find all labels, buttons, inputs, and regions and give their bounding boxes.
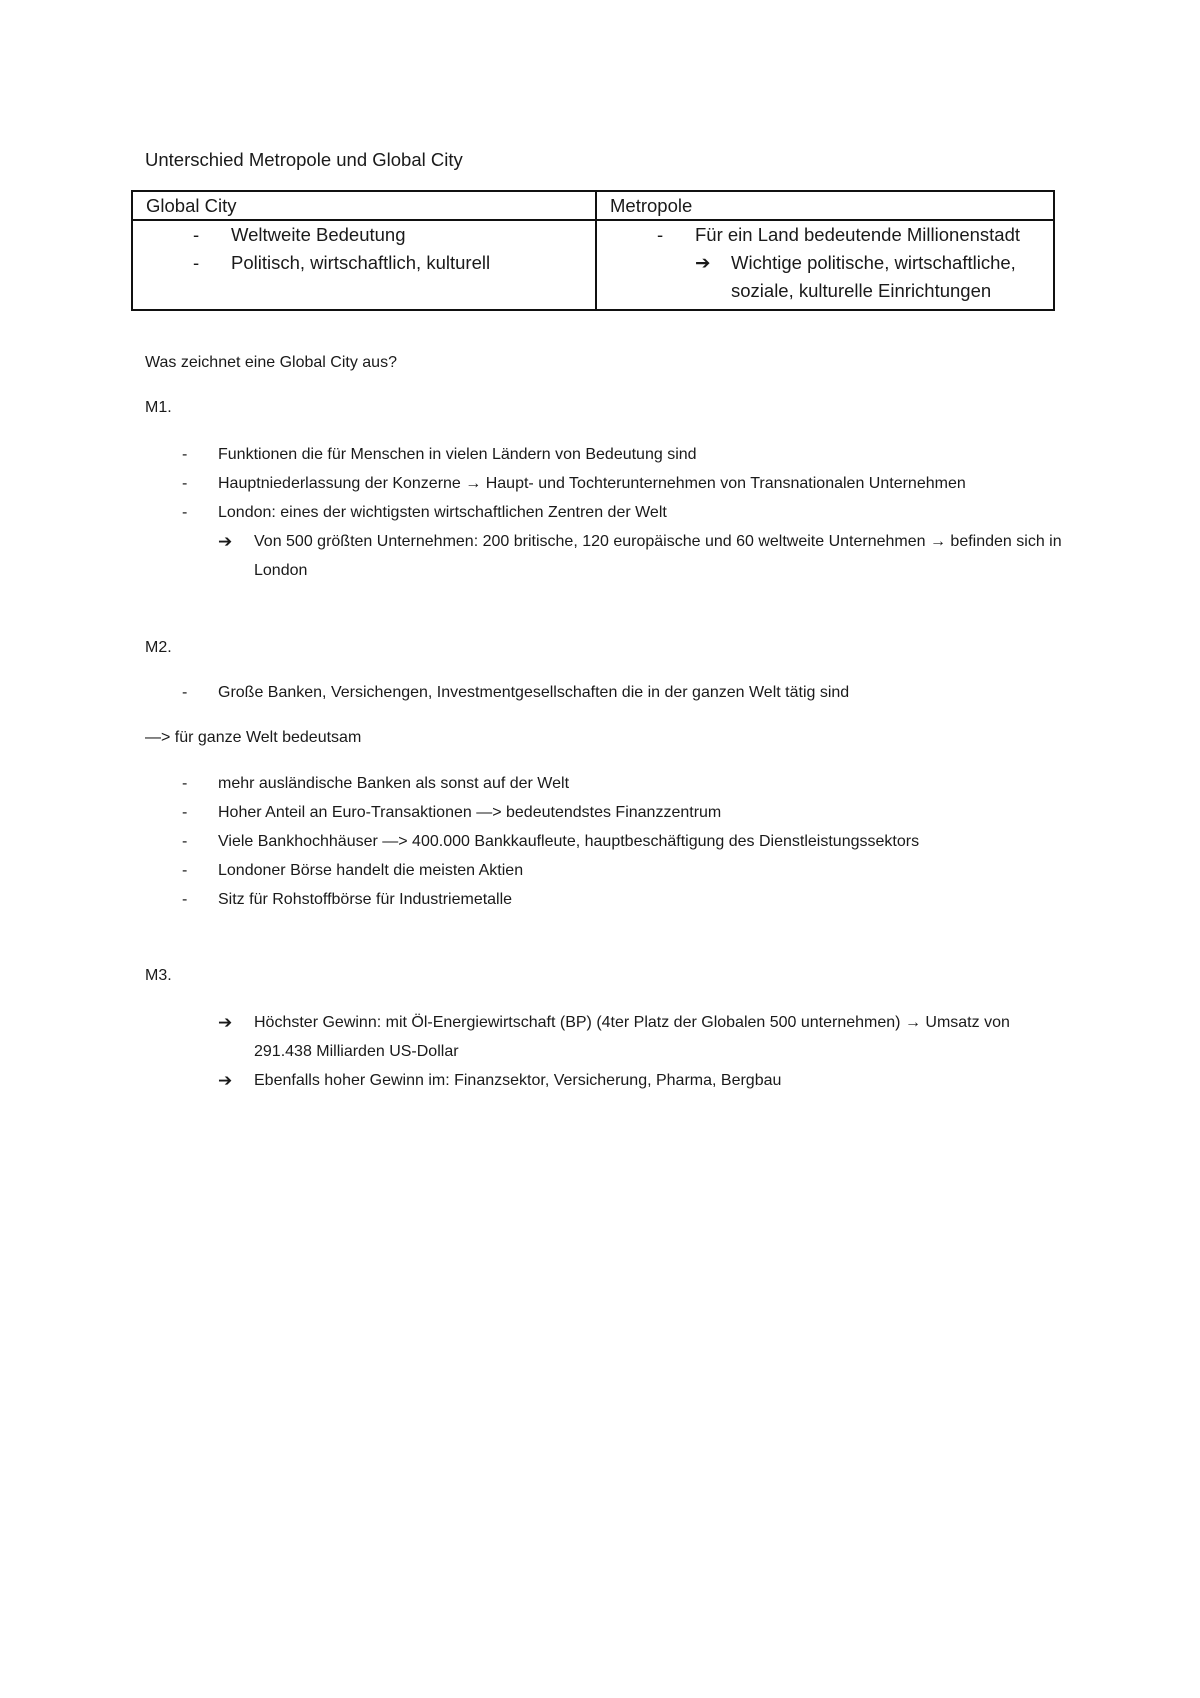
list-item [146,249,595,277]
list-item [145,469,1065,498]
dash-bullet: - [182,504,188,521]
list-item-text: Politisch, wirtschaftlich, kulturell [231,252,491,273]
m1-list [145,440,1065,585]
arrow-bullet-icon: ➔ [695,252,711,273]
list-item-text: Von 500 größten Unternehmen: 200 britische, 120 europäische und 60 weltweite Unternehmen → befinden sich in London [254,533,1062,579]
table-cell-metropole [596,220,1054,310]
list-item-text: London: eines der wichtigsten wirtschaftlichen Zentren der Welt [218,504,667,521]
dash-bullet: - [657,224,664,245]
m2-list-2 [145,769,1065,914]
question-heading: Was zeichnet eine Global City aus? [145,354,397,371]
m2-list [145,678,1065,707]
m2-note: —> für ganze Welt bedeutsam [145,729,362,746]
list-item-text: Große Banken, Versichengen, Investmentgesellschaften die in der ganzen Welt tätig sind [218,684,850,701]
document-title: Unterschied Metropole und Global City [145,149,463,170]
list-item [145,885,1065,914]
dash-bullet: - [193,224,200,245]
list-item-text: Ebenfalls hoher Gewinn im: Finanzsektor, Versicherung, Pharma, Bergbau [254,1072,782,1089]
list-item-text: Londoner Börse handelt die meisten Aktien [218,862,524,879]
list-item [145,440,1065,469]
list-item [610,221,1053,249]
table-header-metropole: Metropole [596,191,1054,220]
dash-bullet: - [193,252,200,273]
dash-bullet: - [182,446,188,463]
list-item [145,769,1065,798]
dash-bullet: - [182,684,188,701]
table-cell-global-city [132,220,596,310]
list-item [145,827,1065,856]
list-item [145,1008,1065,1066]
m3-list [145,1008,1065,1095]
list-item-text: Wichtige politische, wirtschaftliche, soziale, kulturelle Einrichtungen [731,252,1016,301]
dash-bullet: - [182,804,188,821]
arrow-bullet-icon: ➔ [218,532,233,551]
dash-bullet: - [182,775,188,792]
list-item-text: Hoher Anteil an Euro-Transaktionen —> bedeutendstes Finanzzentrum [218,804,722,821]
table-header-global-city: Global City [132,191,596,220]
list-item [145,678,1065,707]
dash-bullet: - [182,891,188,908]
list-item [146,221,595,249]
list-item-text: Sitz für Rohstoffbörse für Industriemetalle [218,891,513,908]
list-item [145,856,1065,885]
list-item-text: mehr ausländische Banken als sonst auf der Welt [218,775,570,792]
list-item [145,1066,1065,1095]
list-item-text: Höchster Gewinn: mit Öl-Energiewirtschaft (BP) (4ter Platz der Globalen 500 unternehmen) → Umsatz von 291.438 Milliarden US-Dollar [254,1014,1010,1060]
dash-bullet: - [182,862,188,879]
table-row [132,220,1054,310]
table-header-row [132,191,1054,220]
dash-bullet: - [182,475,188,492]
arrow-bullet-icon: ➔ [218,1013,233,1032]
list-item [610,249,1053,305]
dash-bullet: - [182,833,188,850]
arrow-bullet-icon: ➔ [218,1071,233,1090]
section-label-m3: M3. [145,967,172,984]
section-label-m2: M2. [145,639,172,656]
list-item [145,798,1065,827]
list-item-text: Hauptniederlassung der Konzerne → Haupt- und Tochterunternehmen von Transnationalen Unternehmen [218,475,966,492]
list-item-text: Viele Bankhochhäuser —> 400.000 Bankkaufleute, hauptbeschäftigung des Dienstleistungssektors [218,833,920,850]
list-item-text: Weltweite Bedeutung [231,224,406,245]
list-item [145,527,1065,585]
list-item-text: Funktionen die für Menschen in vielen Ländern von Bedeutung sind [218,446,697,463]
list-item-text: Für ein Land bedeutende Millionenstadt [695,224,1021,245]
comparison-table [131,190,1055,311]
list-item [145,498,1065,527]
section-label-m1: M1. [145,399,172,416]
